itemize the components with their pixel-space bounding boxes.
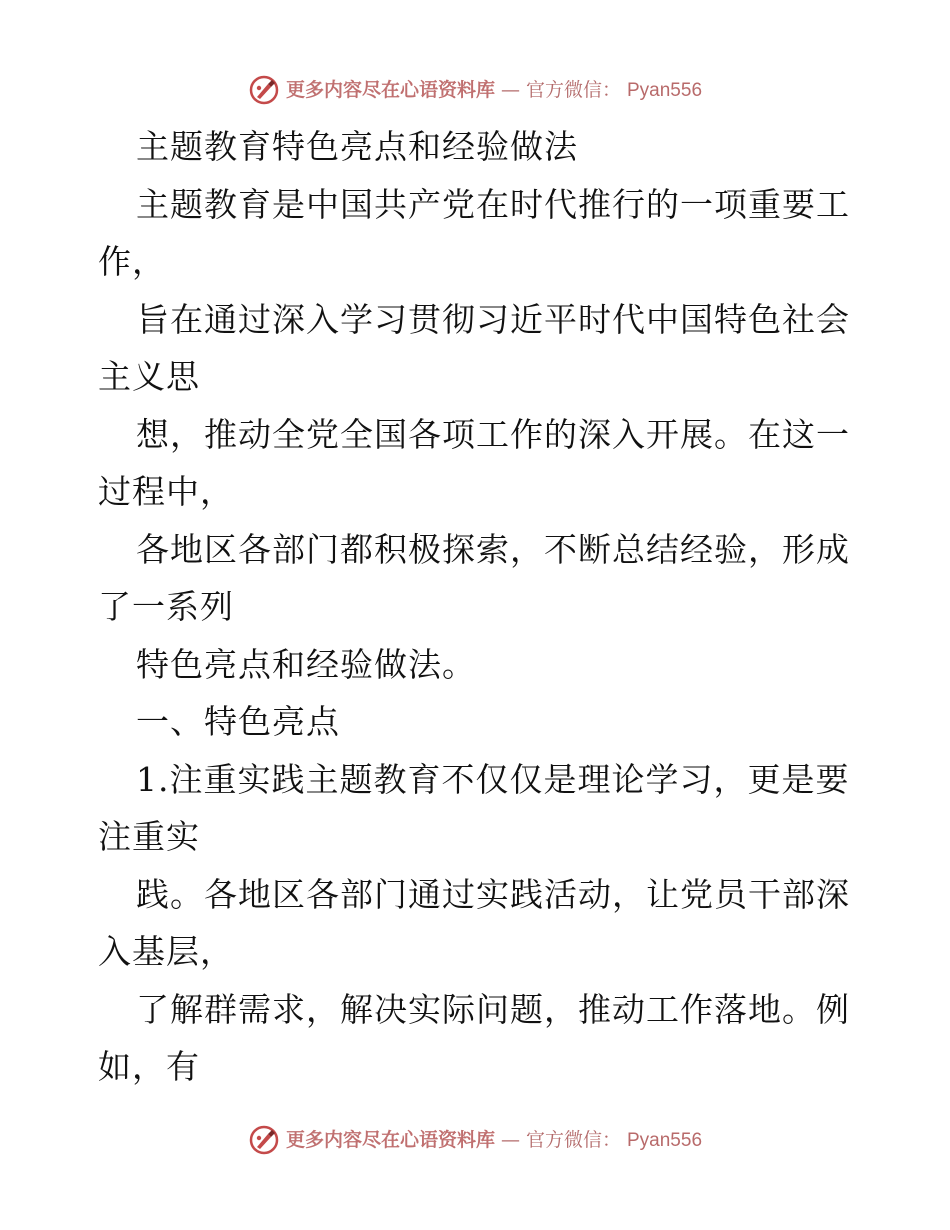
paragraph-line: 作， xyxy=(98,242,166,281)
watermark-brand: 更多内容尽在心语资料库 xyxy=(285,78,495,101)
paragraph-line: 如，有 xyxy=(98,1047,200,1086)
doc-title: 主题教育特色亮点和经验做法 xyxy=(136,127,578,166)
footer-watermark xyxy=(0,1120,950,1160)
watermark-separator: — xyxy=(500,78,520,101)
watermark-separator: — xyxy=(500,1128,520,1151)
watermark-brand: 更多内容尽在心语资料库 xyxy=(285,1128,495,1151)
paragraph-line: 主义思 xyxy=(98,357,200,396)
paragraph-line: 入基层， xyxy=(98,932,234,971)
paragraph-line: 特色亮点和经验做法。 xyxy=(136,644,476,684)
paragraph-line: 1.注重实践主题教育不仅仅是理论学习，更是要 xyxy=(136,759,850,799)
section-heading: 一、特色亮点 xyxy=(136,702,340,741)
paragraph-line: 各地区各部门都积极探索，不断总结经验，形成 xyxy=(136,529,850,569)
paragraph-line: 了一系列 xyxy=(98,587,234,626)
paragraph-line: 过程中， xyxy=(98,472,234,511)
paragraph-line: 注重实 xyxy=(98,817,200,856)
watermark-contact-label: 官方微信： xyxy=(525,78,621,101)
paragraph-line: 践。各地区各部门通过实践活动，让党员干部深 xyxy=(136,874,850,914)
pen-logo-icon xyxy=(248,1124,280,1156)
paragraph-line: 旨在通过深入学习贯彻习近平时代中国特色社会 xyxy=(136,299,850,339)
watermark-contact-id: Pyan556 xyxy=(627,1129,703,1151)
paragraph-line: 主题教育是中国共产党在时代推行的一项重要工 xyxy=(136,184,850,224)
watermark-contact-label: 官方微信： xyxy=(525,1128,621,1151)
header-watermark xyxy=(0,70,950,110)
document-body xyxy=(98,118,858,1096)
pen-logo-icon xyxy=(248,74,280,106)
paragraph-line: 想，推动全党全国各项工作的深入开展。在这一 xyxy=(136,414,850,454)
watermark-contact-id: Pyan556 xyxy=(627,79,703,101)
paragraph-line: 了解群需求，解决实际问题，推动工作落地。例 xyxy=(136,989,850,1029)
